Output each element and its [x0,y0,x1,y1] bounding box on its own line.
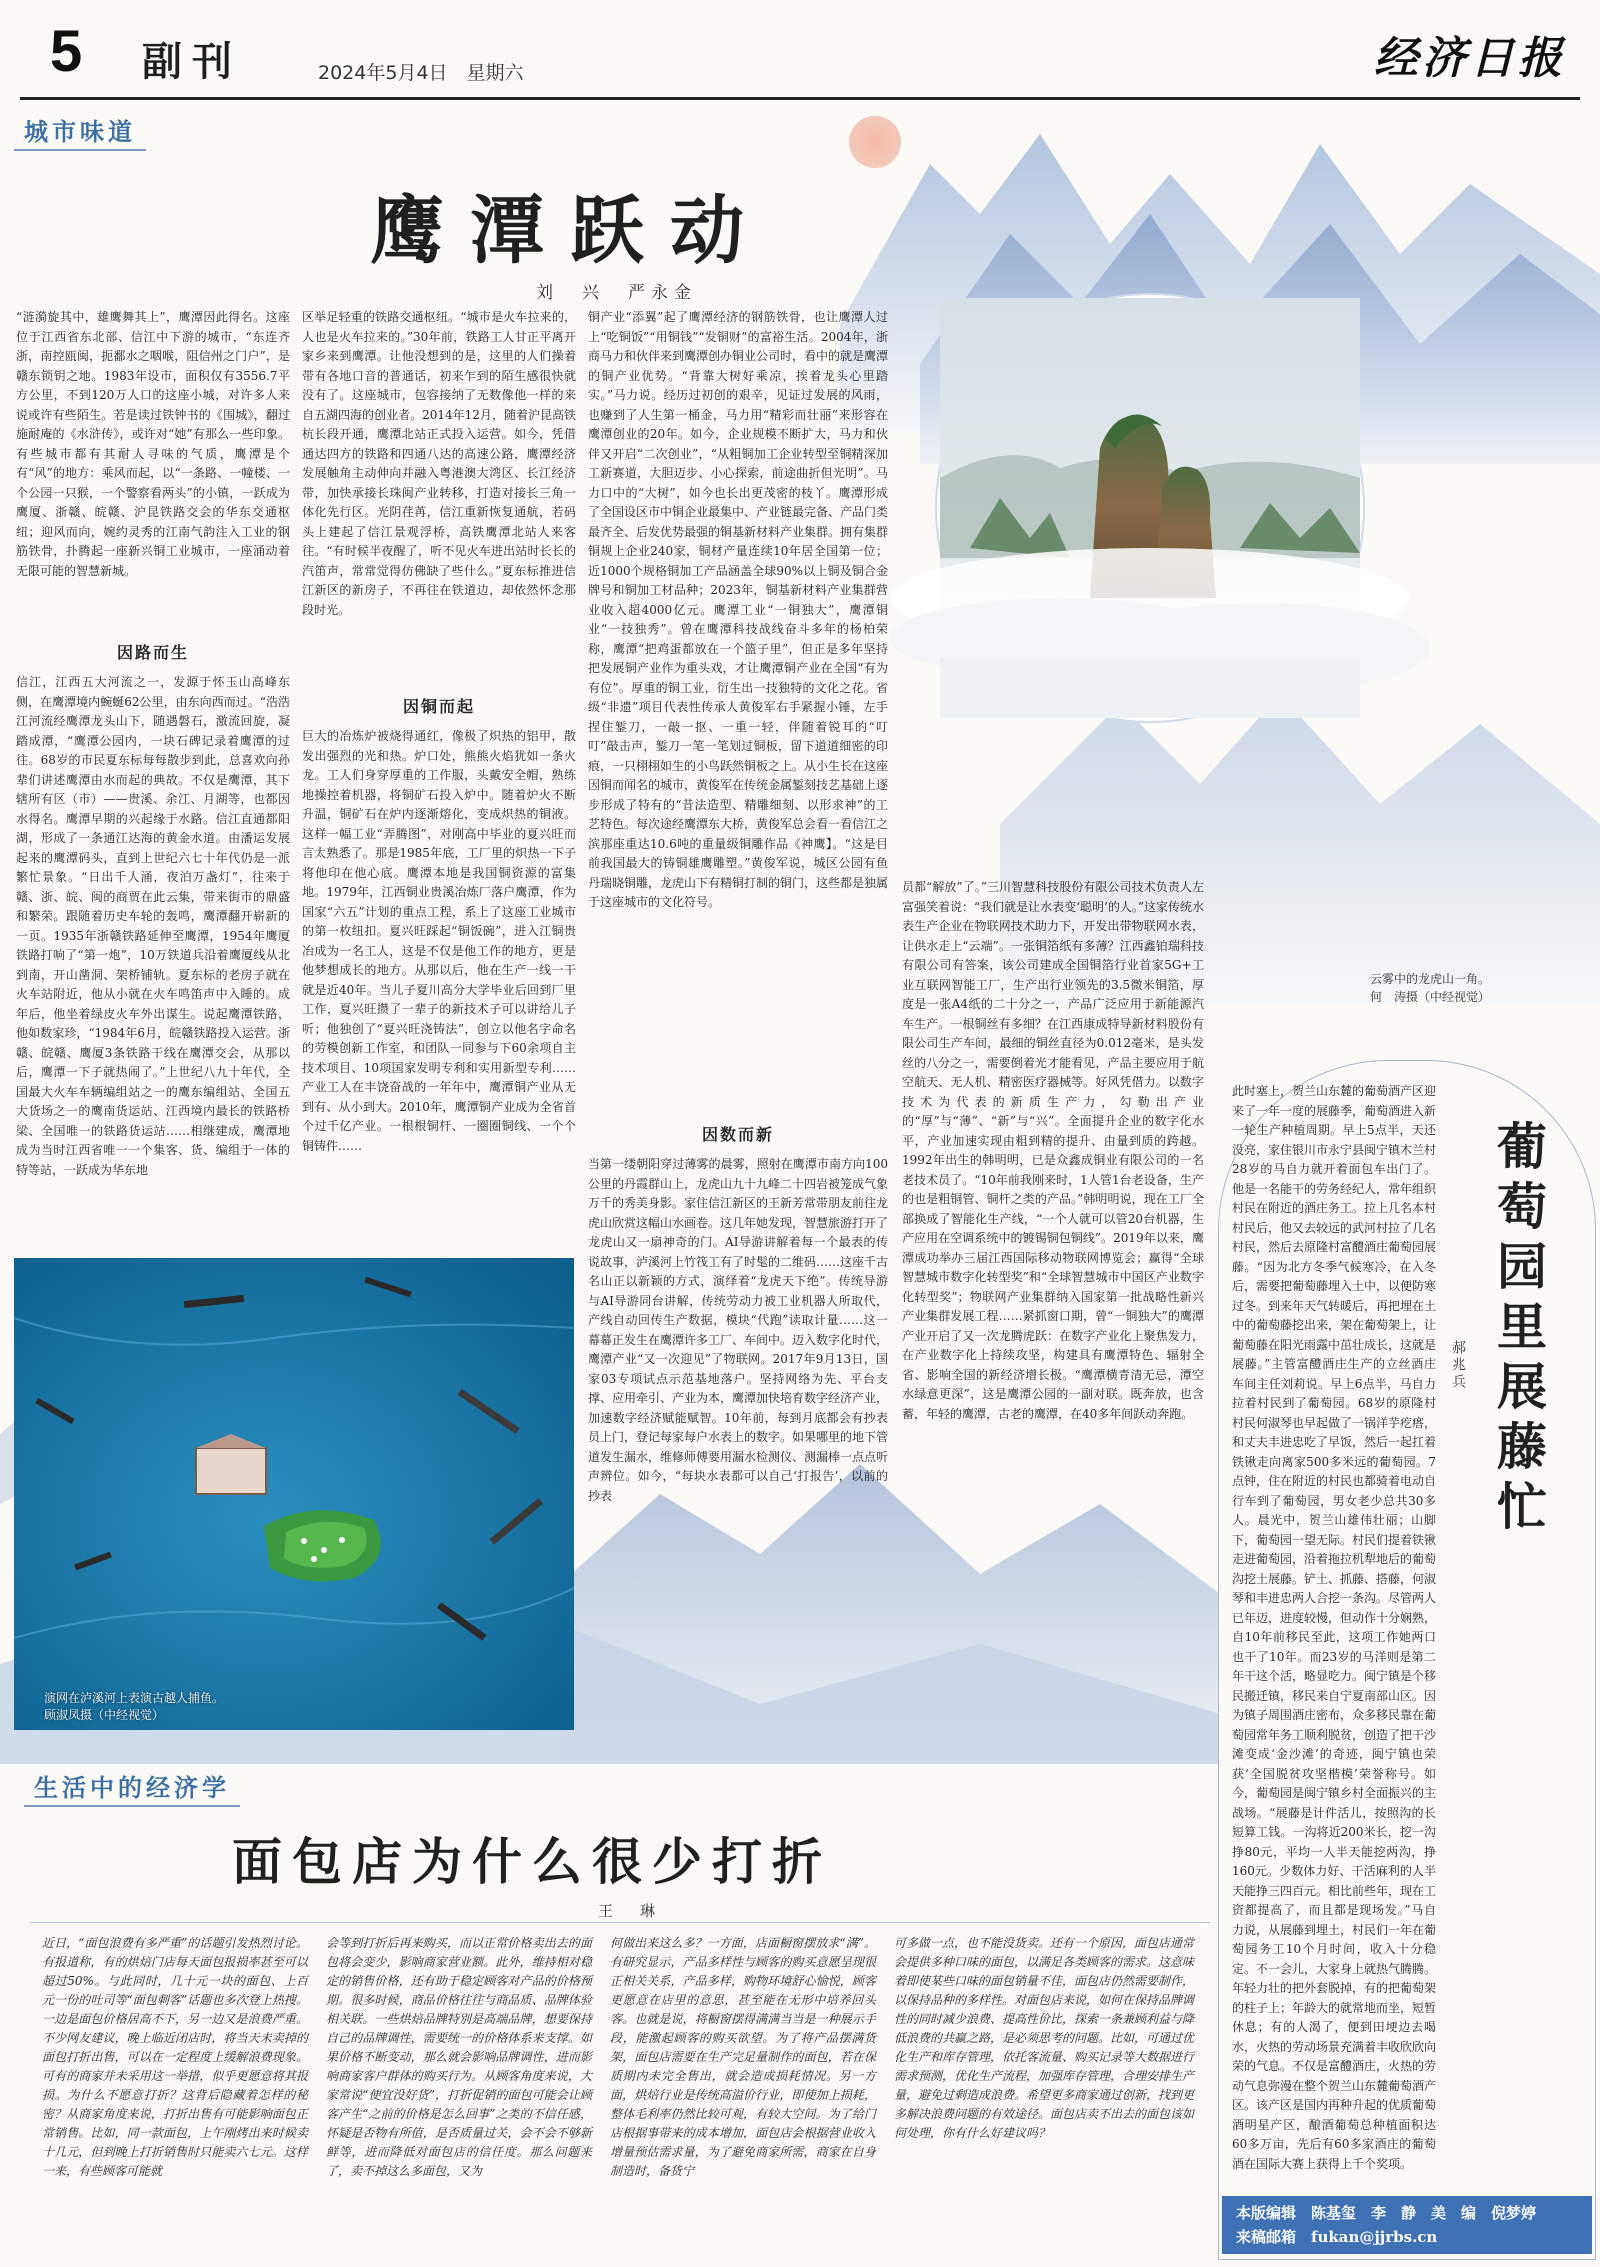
feature-column-1 [16,308,290,630]
page-number: 5 [50,19,83,84]
bakery-column-1 [42,1934,308,2258]
photo-caption-river: 演网在泸溪河上表演古越人捕鱼。 顾淑凤摄（中经视觉） [44,1691,225,1722]
feature-paragraph: 铜产业“添翼”起了鹰潭经济的钢筋铁骨，也让鹰潭人过上“吃铜饭”“用铜钱”“发铜财”的富裕生活。2004年，浙商马力和伙伴来到鹰潭创办铜业公司时，看中的就是鹰潭的铜产业优势。“背靠大树好乘凉，挨着龙头心里踏实。”马力说。经历过初创的艰辛，见证过发展的风雨，也赚到了人生第一桶金，马力用“精彩而壮丽”来形容在鹰潭创业的20年。如今，企业规模不断扩大，马力和伙伴又开启“二次创业”，“从粗铜加工企业转型至铜精深加工新赛道，大胆迈步、小心探索，前途曲折但光明”。马力口中的“大树”，如今也长出更茂密的枝丫。鹰潭形成了全国设区市中铜企业最集中、产业链最完备、产品门类最齐全、后发优势最强的铜基新材料产业集群。拥有集群铜规上企业240家，铜材产量连续10年居全国第一位；近1000个规格铜加工产品涵盖全球90%以上铜及铜合金牌号和铜加工材品种；2023年，铜基新材料产业集群营业收入超4000亿元。鹰潭工业“一铜独大”，鹰潭铜业“一技独秀”。曾在鹰潭科技战线奋斗多年的杨柏荣称，鹰潭“把鸡蛋都放在一个篮子里”，但正是多年坚持把发展铜产业作为重头戏，才让鹰潭铜产业在全国“有为有位”。厚重的铜工业，衍生出一技独特的文化之花。省级“非遗”项目代表性传承人黄俊军右手紧握小锤，左手捏住錾刀，一敲一抠、一重一轻，伴随着锐耳的“叮叮”敲击声，錾刀一笔一笔划过铜板，留下道道细密的印痕，一只栩栩如生的小鸟跃然铜板之上。从小生长在这座因铜而闻名的城市，黄俊军在传统金属錾刻技艺基础上逐步形成了特有的“昔法造型、精雕细刻、以形求神”的工艺特色。每次途经鹰潭东大桥，黄俊军总会看一看信江之滨那座重达10.6吨的重量级铜雕作品《神鹰】。“这是目前我国最大的铸铜雄鹰雕塑。”黄俊军说，城区公园有鱼丹瑞晓铜雕，龙虎山下有精铜打制的铜门，这些都是独属于这座城市的文化符号。 [588,310,889,909]
bakery-column-2 [326,1934,592,2258]
bakery-column-3 [610,1934,876,2258]
bakery-divider [30,1922,1210,1923]
subhead-digital: 因数而新 [701,1125,774,1144]
photo-longhu-mountain [940,298,1360,718]
bakery-paragraph: 近日，“面包浪费有多严重”的话题引发热烈讨论。有报道称，有的烘焙门店每天面包报损率甚至可以超过50%。与此同时，几十元一块的面包、上百元一份的吐司等“面包刺客”话题也多次登上热搜。一边是面包价格居高不下，另一边又是浪费严重。不少网友建议，晚上临近闭店时，将当天未卖掉的面包打折出售，可以在一定程度上缓解浪费现象。可有的商家并未采用这一举措，似乎更愿意将其报损。为什么不愿意打折？这背后隐藏着怎样的秘密？从商家角度来说，打折出售有可能影响面包正常销售。比如，同一款面包，上午刚烤出来时候卖十几元，但到晚上打折销售时只能卖六七元。这样一来，有些顾客可能就 [42,1936,308,2178]
masthead [0,0,1600,100]
feature-column-3 [588,308,888,1108]
feature-byline: 刘 兴 严永金 [536,283,697,303]
newspaper-logo: 经济日报 [1374,33,1566,84]
subhead-road: 因路而生 [116,643,189,662]
feature-paragraph: “涟漪旋其中，雄鹰舞其上”，鹰潭因此得名。这座位于江西省东北部、信江中下游的城市，“东连齐浙，南控瓯闽，扼鄱水之咽喉，阻信州之门户”，是赣东锁钥之地。1983年设市，面积仅有3556.7平方公里，不到120万人口的这座小城，对许多人来说或许有些陌生。若是读过铁钟书的《围城》，翻过施耐庵的《水浒传》，或许对“她”有那么一些印象。有些城市都有其耐人寻味的气质，鹰潭是个有“风”的地方：乘风而起，以“一条路、一幢楼、一个公园一只猴，一个警察看两头”的小镇，一跃成为鹰厦、浙赣、皖赣、沪昆铁路交会的华东交通枢纽；迎风而向，婉约灵秀的江南气韵注入工业的钢筋铁骨，扑腾起一座新兴铜工业城市，一座涌动着无限可能的智慧新城。 [16,310,290,578]
bakery-paragraph: 何做出来这么多？一方面，店面橱窗摆放求“满”。有研究显示，产品多样性与顾客的购买意愿呈现很正相关关系，产品多样，购物环境舒心愉悦，顾客更愿意在店里的意思，甚至能在无形中培养回头客。也就是说，将橱窗摆得满满当当是一种展示手段，能激起顾客的购买欲望。为了将产品摆满货架，面包店需要在生产完足量制作的面包，若在保质期内未完全售出，就会造成损耗情况。另一方面，烘焙行业是传统高溢价行业，即使加上损耗，整体毛利率仍然比较可观，有较大空间。为了给门店根据事带来的成本增加，面包店会根据营业收入增量预估需求量，为了避免商家所需，商家在自身制造时，备货宁 [610,1936,876,2178]
subhead-copper: 因铜而起 [402,697,475,716]
feature-column-4 [902,878,1204,1690]
bakery-headline: 面包店为什么很少打折 [232,1832,832,1891]
section-name: 副刊 [142,38,242,85]
masthead-divider [20,97,1580,100]
issue-date: 2024年5月4日 星期六 [318,62,524,84]
feature-paragraph: 员都“解放”了。”三川智慧科技股份有限公司技术负责人左富强笑着说：“我们就是让水表变‘聪明’的人。”这家传统水表生产企业在物联网技术助力下，开发出带物联网水表，让供水走上“云端”。一张铜箔纸有多薄？江西鑫铂瑞科技有限公司有答案，该公司建成全国铜箔行业首家5G+工业互联网智能工厂，生产出行业领先的3.5微米铜箔，厚度是一张A4纸的二十分之一，产品广泛应用于新能源汽车生产。一根铜丝有多细？在江西康成特导新材料股份有限公司生产车间，最细的铜丝直径为0.012毫米，是头发丝的八分之一，需要倒着光才能看见，产品主要应用于航空航天、无人机、精密医疗器械等。好风凭借力。以数字技术为代表的新质生产力，勾勒出产业的“厚”与“薄”、“新”与“兴”。全面提升企业的数字化水平，产业加速实现由粗到精的提升、由量到质的跨越。1992年出生的韩明明，已是众鑫成铜业有限公司的一名老技术员了。“10年前我刚来时，1人管1台老设备，生产的也是粗铜管、铜杆之类的产品。”韩明明说，现在工厂全部换成了智能化生产线，“一个人就可以管20台机器，生产应用在空调系统中的镀锡铜包铜线”。2019年以来，鹰潭成功举办三届江西国际移动物联网博览会；赢得“全球智慧城市数字化转型奖”和“全球智慧城市中国区产业数字化转型奖”；物联网产业集群纳入国家第一批战略性新兴产业集群发展工程……紧抓窗口期，曾“一铜独大”的鹰潭产业开启了又一次龙腾虎跃：在数字产业化上聚焦发力，在产业数字化上持续攻坚，构建具有鹰潭特色、辐射全省、影响全国的新经济增长极。“鹰潭横青清无忌，潭空水绿意更深”，这是鹰潭公园的一副对联。既奔放，也含蓄，年轻的鹰潭，古老的鹰潭，在40多年间跃动奔跑。 [902,880,1204,1421]
feature-column-2b [302,682,576,1240]
feature-paragraph: 区举足轻重的铁路交通枢纽。“城市是火车拉来的，人也是火车拉来的。”30年前，铁路工人甘正平离开家乡来到鹰潭。让他没想到的是，这里的人们操着带有各地口音的普通话，初来乍到的陌生感很快就没有了。这座城市，包容接纳了无数像他一样的来自五湖四海的创业者。2014年12月，随着沪昆高铁杭长段开通，鹰潭北站正式投入运营。如今，凭借通达四方的铁路和四通八达的高速公路，鹰潭经济发展触角主动伸向并融入粤港澳大湾区、长江经济带，加快承接长珠闽产业转移，打造对接长三角一体化先行区。光阴荏苒，信江重新恢复通航，若码头上建起了信江景观浮桥，高铁鹰潭北站人来客往。“有时候半夜醒了，听不见火车进出站时长长的汽笛声，常常觉得仿佛缺了些什么。”夏东标推进信江新区的新房子，不再往在铁道边，却依然怀念那段时光。 [302,310,576,617]
sidebar-byline: 郝兆兵 [1450,1340,1466,1391]
feature-column-3b [588,1110,889,1503]
column-tag-economics: 生活中的经济学 [24,1768,240,1807]
feature-column-2 [302,308,576,680]
sidebar-paragraph: 此时塞上，贺兰山东麓的葡萄酒产区迎来了一年一度的展藤季，葡萄酒进入新一轮生产种植周期。早上5点半，天还没亮，家住银川市永宁县闽宁镇木兰村28岁的马自力就开着面包车出门了。他是一名能干的劳务经纪人，常年组织村民在附近的酒庄务工。拉上几名本村村民后，他又去较远的武河村拉了几名村民，然后去原隆村富醴酒庄葡萄园展藤。“因为北方冬季气候寒冷，在入冬后，需要把葡萄藤埋入土中，以便防寒过冬。到来年天气转暖后，再把埋在土中的葡萄藤挖出来，架在葡萄架上，让葡萄藤在阳光雨露中茁壮成长，这就是展藤。”主管富醴酒庄生产的立丝酒庄车间主任刘莉说。早上6点半，马自力拉着村民到了葡萄园。68岁的原隆村村民何淑琴也早起做了一锅洋芋疙瘩，和丈夫丰进忠吃了早饭，然后一起扛着铁锹走向离家500多米远的葡萄园。7点钟，住在附近的村民也都骑着电动自行车到了葡萄园，男女老少总共30多人。晨光中，贺兰山雄伟壮丽；山脚下，葡萄园一望无际。村民们提着铁锹走进葡萄园，沿着拖拉机犁地后的葡萄沟挖土展藤。铲土、抓藤、搭藤，何淑琴和丰进忠两人合挖一条沟。尽管两人已年迈，进度较慢，但动作十分娴熟，自10年前移民至此，这项工作她两口也干了10年。而23岁的马洋则是第二年干这个活，略显吃力。闽宁镇是个移民搬迁镇，移民来自宁夏南部山区。因为镇子周围酒庄密布，众多移民靠在葡萄园常年务工顺利脱贫，创造了把干沙滩变成‘金沙滩’的奇迹，闽宁镇也荣获‘全国脱贫攻坚楷模’荣誉称号。如今，葡萄园是闽宁镇乡村全面振兴的主战场。“展藤是计件活儿，按照沟的长短算工钱。一沟将近200米长，挖一沟挣80元，平均一人半天能挖两沟，挣160元。少数体力好、干活麻利的人半天能挣三四百元。相比前些年，现在工资都提高了，而且都是现场发。”马自力说，从展藤到埋土，村民们一年在葡萄园务工10个月时间，收入十分稳定。不一会儿，大家身上就热气腾腾。年轻力壮的把外套脱掉，有的把葡萄架的柱子上；年龄大的就常地而坐，短暂休息；有的人渴了，便到田埂边去喝水，火热的劳动场景充满着丰收欣欣向荣的气息。不仅是富醴酒庄，火热的劳动气息弥漫在整个贺兰山东麓葡萄酒产区。该产区是国内再种升起的优质葡萄酒明星产区，酿酒葡萄总种植面积达60多万亩，先后有60多家酒庄的葡萄酒在国际大赛上获得上千个奖项。 [1232,1084,1437,2171]
sidebar-headline: 葡萄园里展藤忙 [1489,1120,1548,1540]
feature-paragraph: 信江，江西五大河流之一，发源于怀玉山高峰东侧，在鹰潭境内蜿蜒62公里，由东向西而过。“浩浩江河流经鹰潭龙头山下，随遇磐石，激流回旋，凝踏成潭，“鹰潭公园内，一块石碑记录着鹰潭的过往。68岁的市民夏东标每每散步到此，总喜欢向孙辈们讲述鹰潭由水而起的典故。不仅是鹰潭，其下辖所有区（市）——贵溪、余江、月湖等，也都因水得名。鹰潭早期的兴起缘于水路。信江直通都阳湖，形成了一条通江达海的黄金水道。由潘运发展起来的鹰潭码头，直到上世纪六七十年代仍是一派繁忙景象。“日出千人涌，夜泊万盏灯”，往来于赣、浙、皖、闽的商贾在此云集，带来街市的鼎盛和繁荣。跟随着历史车轮的轰鸣，鹰潭翻开崭新的一页。1935年浙赣铁路延伸至鹰潭，1954年鹰厦铁路打响了“第一炮”，10万铁道兵沿着鹰厦线从北到南，开山凿洞、架桥铺轨。夏东标的老房子就在火车站附近，他从小就在火车鸣笛声中入睡的。成年后，他坐着绿皮火车外出谋生。说起鹰潭铁路，他如数家珍，“1984年6月，皖赣铁路投入运营。浙赣、皖赣、鹰厦3条铁路干线在鹰潭交会，从那以后，鹰潭一下子就热闹了。”上世纪八九十年代，全国最大火车车辆编组站之一的鹰东编组站、全国五大货场之一的鹰南货运站、江西境内最长的铁路桥梁、全国唯一的铁路货运站……相继建成，鹰潭地成为当时江西省唯一一个集客、货、编组于一体的特等站，一跃成为华东地 [16,675,290,1177]
feature-paragraph: 当第一缕朝阳穿过薄雾的晨雾，照射在鹰潭市南方向100公里的丹霞群山上，龙虎山九十九峰二十四岩被笼成气象万千的秀美身影。家住信江新区的王新芳常带朋友前往龙虎山欣赏这幅山水画卷。这几年她发现，智慧旅游打开了龙虎山又一扇神奇的门。AI导游讲解着每一个最表的传说故事，泸溪河上竹筏工有了时髦的二维码……这座千古名山正以新颖的方式，演绎着“龙虎天下绝”。传统导游与AI导游同台讲解，传统劳动力被工业机器人所取代，产线自动回传生产数据，模块“代跑”读取计量……这一幕幕正发生在鹰潭许多工厂、车间中。迈入数字化时代，鹰潭产业“又一次迎见”了物联网。2017年9月13日，国家03专项试点示范基地落户。坚持网络为先、平台支撑、应用牵引、产业为本，鹰潭加快培育数字经济产业，加速数字经济赋能赋智。10年前，每到月底都会有抄表员上门，登记每家每户水表上的数字。如果哪里的地下管道发生漏水，维修师傅要用漏水检测仪、测漏棒一点点听声辨位。如今，“每块水表都可以自己‘打报告’，以前的抄表 [588,1157,889,1503]
feature-headline: 鹰潭跃动 [370,188,770,274]
photo-luxi-river-aerial [14,1258,574,1730]
column-tag-city: 城市味道 [14,112,146,151]
feature-paragraph: 巨大的冶炼炉被烧得通红，像极了炽热的铝甲，散发出强烈的光和热。炉口处，熊熊火焰犹如一条火龙。工人们身穿厚重的工作服，头戴安全帽，熟练地操控着机器，将铜矿石投入炉中。随着炉火不断升温，铜矿石在炉内逐渐熔化，变成炽热的铜液。这样一幅工业“弄腾图”，对刚高中毕业的夏兴旺而言太熟悉了。那是1985年底，工厂里的炽热一下子将他印在他心底。鹰潭本地是我国铜资源的富集地。1979年，江西铜业贵溪冶炼厂落户鹰潭，作为国家“六五”计划的重点工程，系上了这座工业城市的第一枚纽扣。夏兴旺踩起“铜饭碗”，进入江铜贵冶成为一名工人，这是不仅是他工作的地方，更是他梦想成长的地方。从那以后，他在生产一线一干就是近40年。当儿子夏川高分大学毕业后回到厂里工作，夏兴旺攒了一辈子的新技术子可以讲给儿子听；他独创了“夏兴旺浇铸法”，创立以他名字命名的劳模创新工作室，和团队一同参与下60余项自主技术项目、10项国家发明专利和实用新型专利……产业工人在丰饶奋战的一年年中，鹰潭铜产业从无到有、从小到大。2010年，鹰潭铜产业成为全省首个过千亿产业。一根根铜杆、一圈圈铜线、一个个铜铸件…… [302,729,576,1153]
bakery-paragraph: 会等到打折后再来购买，而以正常价格卖出去的面包将会变少，影响商家营业额。此外，维持相对稳定的销售价格，还有助于稳定顾客对产品的价格预期。很多时候，商品价格往往与商品质、品牌体验相关联。一些烘焙品牌特别是高端品牌，想要保持自己的品牌调性，需要统一的价格体系来支撑。如果价格不断变动，那么就会影响品牌调性，进而影响商家客户群体的购买行为。从顾客角度来说，大家常说“便宜没好货”，打折促销的面包可能会让顾客产生“之前的价格是怎么回事”之类的不信任感，怀疑是否物有所值，是否质量过关，会不会不够新鲜等，进而降低对面包店的信任度。那么问题来了，卖不掉这么多面包，又为 [326,1936,592,2178]
bakery-column-4 [894,1934,1194,2258]
bakery-byline: 王 琳 [598,1902,662,1920]
sidebar-body-top [1232,1072,1437,2171]
bakery-paragraph: 可多做一点，也不能没货卖。还有一个原因，面包店通常会提供多种口味的面包，以满足各类顾客的需求。这意味着即使某些口味的面包销量不佳，面包店仍然需要制作，以保持品种的多样性。对面包店来说，如何在保持品牌调性的同时减少浪费、提高性价比，探索一条兼顾利益与降低浪费的共赢之路，是必须思考的问题。比如，可通过优化生产和库存管理，依托客流量、购买记录等大数据进行需求预测，优化生产流程，加强库存管理，合理安排生产量，避免过剩造成浪费。希望更多商家通过创新，找到更多解决浪费问题的有效途径。面包店卖不出去的面包该如何处理，你有什么好建议吗？ [894,1936,1195,2140]
editor-credits: 本版编辑 陈基玺 李 静 美 编 倪梦婷 来稿邮箱 fukan@jjrbs.cn [1222,2196,1592,2254]
photo-caption-mountain: 云雾中的龙虎山一角。 何 涛摄（中经视觉） [1370,972,1491,1004]
feature-column-1b [16,628,290,1240]
